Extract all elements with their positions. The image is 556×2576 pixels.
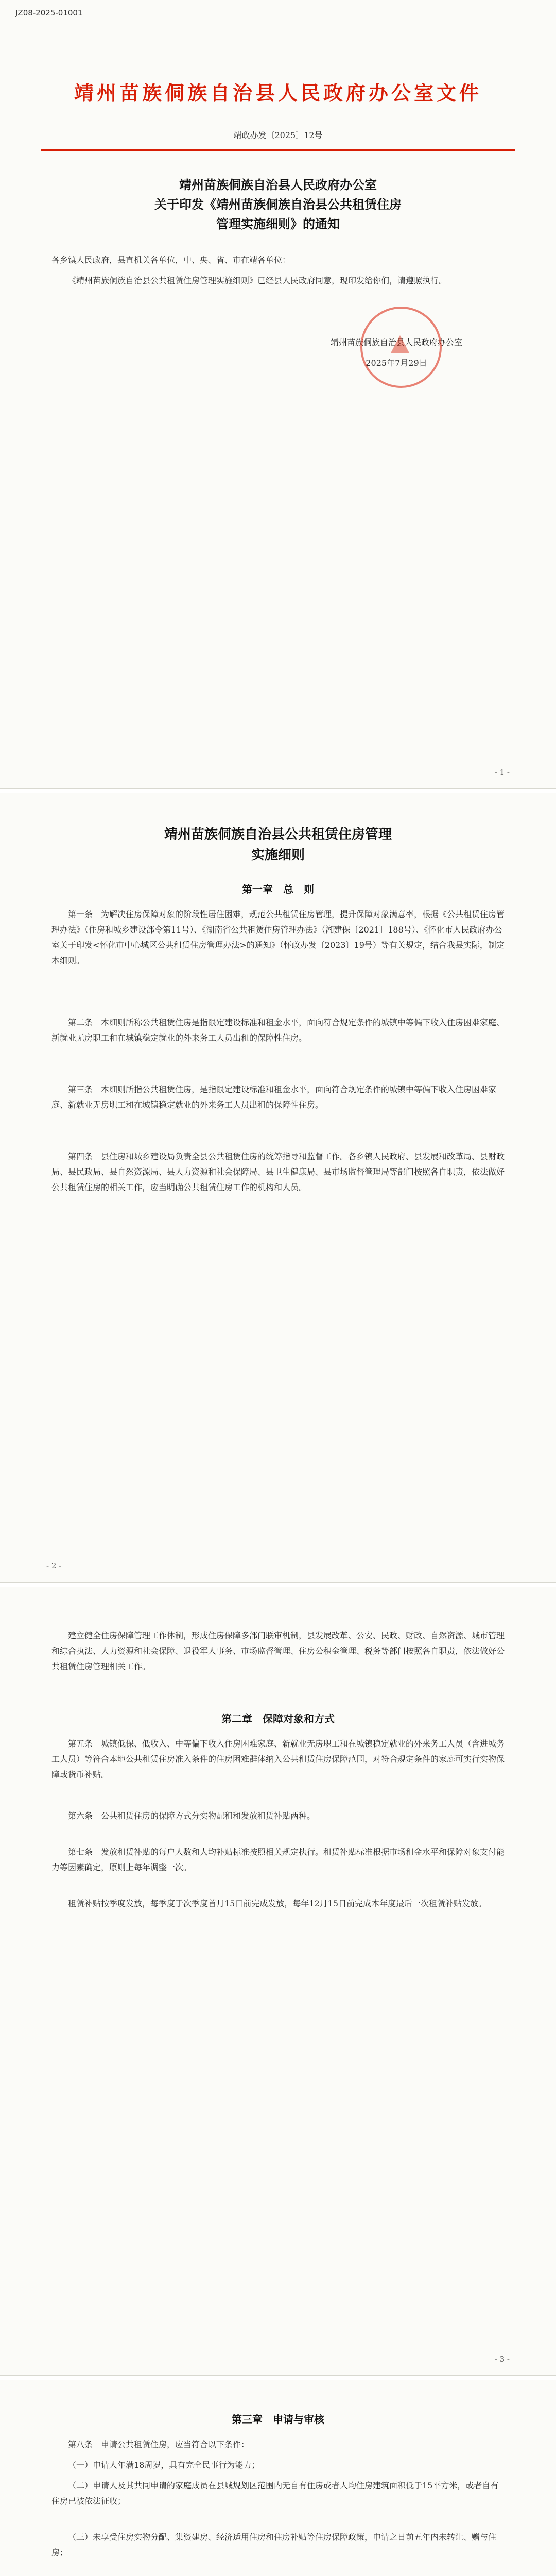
article-2: 第二条 本细则所称公共租赁住房是指限定建设标准和租金水平，面向符合规定条件的城镇中等偏下收入住房困难家庭、新就业无房职工和在城镇稳定就业的外来务工人员出租的保障性住房。 (51, 1018, 505, 1043)
notice-date: 2025年7月29日 (366, 358, 427, 368)
article-4-continued: 建立健全住房保障管理工作体制，形成住房保障多部门联审机制，县发展改革、公安、民政、财政、自然资源、城市管理和综合执法、人力资源和社会保障、退役军人事务、市场监督管理、住房公积金管理、税务等部门按照各自职责，依法做好公共租赁住房管理相关工作。 (51, 1631, 505, 1671)
red-divider (41, 149, 515, 151)
article-8-item-1: （一）申请人年满18周岁，具有完全民事行为能力； (68, 2460, 260, 2470)
page-number-1: - 1 - (494, 768, 510, 777)
page-4 (0, 2380, 556, 2576)
article-8: 第八条 申请公共租赁住房，应当符合以下条件： (68, 2439, 250, 2449)
notice-title-line2: 关于印发《靖州苗族侗族自治县公共租赁住房 (154, 197, 402, 212)
article-7: 第七条 发放租赁补贴的每户人数和人均补贴标准按照相关规定执行。租赁补贴标准根据市场租金水平和保障对象支付能力等因素确定，原则上每年调整一次。 (51, 1847, 505, 1872)
chapter-1-heading: 第一章 总 则 (242, 883, 314, 895)
article-1: 第一条 为解决住房保障对象的阶段性居住困难，规范公共租赁住房管理，提升保障对象满意率，根据《公共租赁住房管理办法》（住房和城乡建设部令第11号）、《湖南省公共租赁住房管理办法》（湘建保〔2021〕188号）、《怀化市人民政府办公室关于印发<怀化市中心城区公共租赁住房管理办法>的通知》（怀政办发〔2023〕19号）等有关规定，结合我县实际，制定本细则。 (51, 909, 505, 965)
doc-id: JZ08-2025-01001 (15, 8, 83, 18)
article-5: 第五条 城镇低保、低收入、中等偏下收入住房困难家庭、新就业无房职工和在城镇稳定就业的外来务工人员（含进城务工人员）等符合本地公共租赁住房准入条件的住房困难群体纳入公共租赁住房保障范围，对符合规定条件的家庭可实行实物保障或货币补贴。 (51, 1739, 505, 1780)
notice-signer: 靖州苗族侗族自治县人民政府办公室 (330, 337, 462, 347)
doc-number: 靖政办发〔2025〕12号 (233, 130, 323, 140)
article-8-item-3: （三）未享受住房实物分配、集资建房、经济适用住房和住房补贴等住房保障政策，申请之日前五年内未转让、赠与住房； (51, 2532, 497, 2557)
org-title: 靖州苗族侗族自治县人民政府办公室文件 (74, 81, 482, 105)
official-seal-icon (360, 307, 442, 388)
page-number-3: - 3 - (494, 2354, 510, 2364)
notice-title-line1: 靖州苗族侗族自治县人民政府办公室 (179, 177, 377, 192)
notice-title-line3: 管理实施细则》的通知 (216, 216, 340, 231)
chapter-2-heading: 第二章 保障对象和方式 (221, 1713, 335, 1725)
regulation-title-line2: 实施细则 (251, 848, 305, 863)
article-6: 第六条 公共租赁住房的保障方式分实物配租和发放租赁补贴两种。 (68, 1811, 316, 1821)
notice-body: 《靖州苗族侗族自治县公共租赁住房管理实施细则》已经县人民政府同意，现印发给你们，请遵照执行。 (68, 276, 447, 285)
notice-recipients: 各乡镇人民政府，县直机关各单位，中、央、省、市在靖各单位： (51, 255, 291, 265)
page-2 (0, 793, 556, 1583)
article-4: 第四条 县住房和城乡建设局负责全县公共租赁住房的统筹指导和监督工作。各乡镇人民政府、县发展和改革局、县财政局、县民政局、县自然资源局、县人力资源和社会保障局、县卫生健康局、县市场监督管理局等部门按照各自职责，依法做好公共租赁住房的相关工作，应当明确公共租赁住房工作的机构和人员。 (51, 1151, 505, 1192)
article-8-item-2: （二）申请人及其共同申请的家庭成员在县城规划区范围内无自有住房或者人均住房建筑面积低于15平方米，或者自有住房已被依法征收； (51, 2481, 499, 2506)
article-7-continued: 租赁补贴按季度发放，每季度于次季度首月15日前完成发放，每年12月15日前完成本年度最后一次租赁补贴发放。 (68, 1899, 487, 1908)
page-number-2: - 2 - (46, 1561, 62, 1570)
page-3 (0, 1587, 556, 2376)
chapter-3-heading: 第三章 申请与审核 (232, 2413, 324, 2426)
page-1 (0, 0, 556, 789)
article-3: 第三条 本细则所指公共租赁住房，是指限定建设标准和租金水平，面向符合规定条件的城镇中等偏下收入住房困难家庭、新就业无房职工和在城镇稳定就业的外来务工人员出租的保障性住房。 (51, 1084, 497, 1110)
regulation-title-line1: 靖州苗族侗族自治县公共租赁住房管理 (164, 827, 392, 842)
